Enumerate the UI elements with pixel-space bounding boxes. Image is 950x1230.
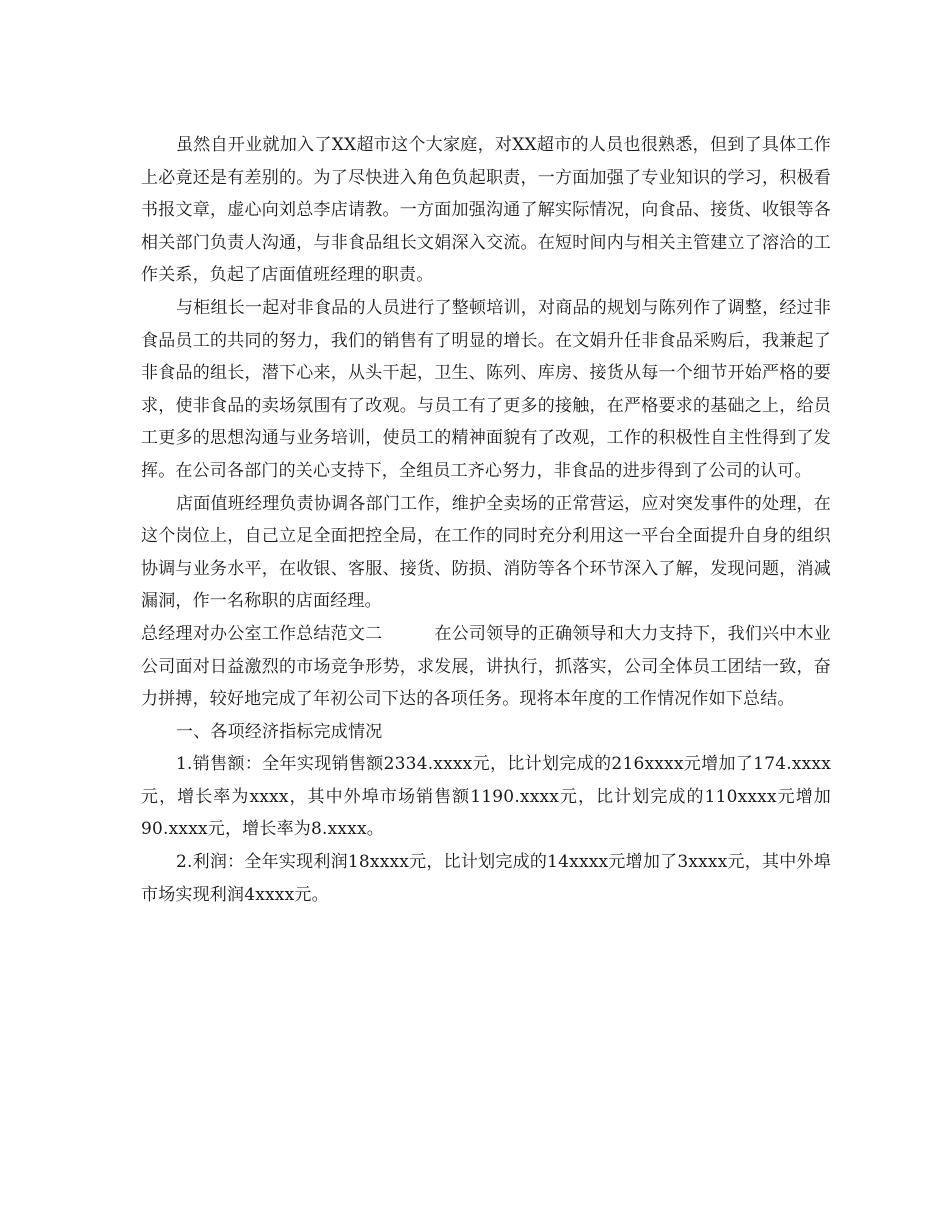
subheading: 一、各项经济指标完成情况 (176, 721, 383, 742)
paragraph-2: 与柜组长一起对非食品的人员进行了整顿培训，对商品的规划与陈列作了调整，经过非食品员工的共同的努力，我们的销售有了明显的增长。在文娟升任非食品采购后，我兼起了非食品的组长，潜下心来，从头干起，卫生、陈列、库房、接货从每一个细节开始严格的要求，使非食品的卖场氛围有了改观。与员工有了更多的接触，在严格要求的基础之上，给员工更多的思想沟通与业务培训，使员工的精神面貌有了改观，工作的积极性自主性得到了发挥。在公司各部门的关心支持下，全组员工齐心努力，非食品的进步得到了公司的认可。 (141, 297, 831, 481)
paragraph-3: 店面值班经理负责协调各部门工作，维护全卖场的正常营运，应对突发事件的处理，在这个岗位上，自己立足全面把控全局，在工作的同时充分利用这一平台全面提升自身的组织协调与业务水平，在收银、客服、接货、防损、消防等各个环节深入了解，发现问题，消减漏洞，作一名称职的店面经理。 (141, 493, 831, 612)
section-paragraph (141, 618, 831, 716)
paragraph-1: 虽然自开业就加入了XX超市这个大家庭，对XX超市的人员也很熟悉，但到了具体工作上必竟还是有差别的。为了尽快进入角色负起职责，一方面加强了专业知识的学习，积极看书报文章，虚心向刘总李店请教。一方面加强沟通了解实际情况，向食品、接货、收银等各相关部门负责人沟通，与非食品组长文娟深入交流。在短时间内与相关主管建立了溶洽的工作关系，负起了店面值班经理的职责。 (141, 135, 831, 286)
section-title: 总经理对办公室工作总结范文二 (141, 623, 383, 644)
document-body (141, 129, 831, 911)
section-intro: 在公司领导的正确领导和大力支持下，我们兴中木业公司面对日益激烈的市场竞争形势，求发展，讲执行，抓落实，公司全体员工团结一致，奋力拼搏，较好地完成了年初公司下达的各项任务。现将本年度的工作情况作如下总结。 (141, 623, 831, 710)
item-sales: 1.销售额：全年实现销售额2334.xxxx元，比计划完成的216xxxx元增加了174.xxxx元，增长率为xxxx，其中外埠市场销售额1190.xxxx元，比计划完成的110xxxx元增加90.xxxx元，增长率为8.xxxx。 (141, 754, 831, 840)
item-profit: 2.利润：全年实现利润18xxxx元，比计划完成的14xxxx元增加了3xxxx元，其中外埠市场实现利润4xxxx元。 (141, 852, 831, 905)
